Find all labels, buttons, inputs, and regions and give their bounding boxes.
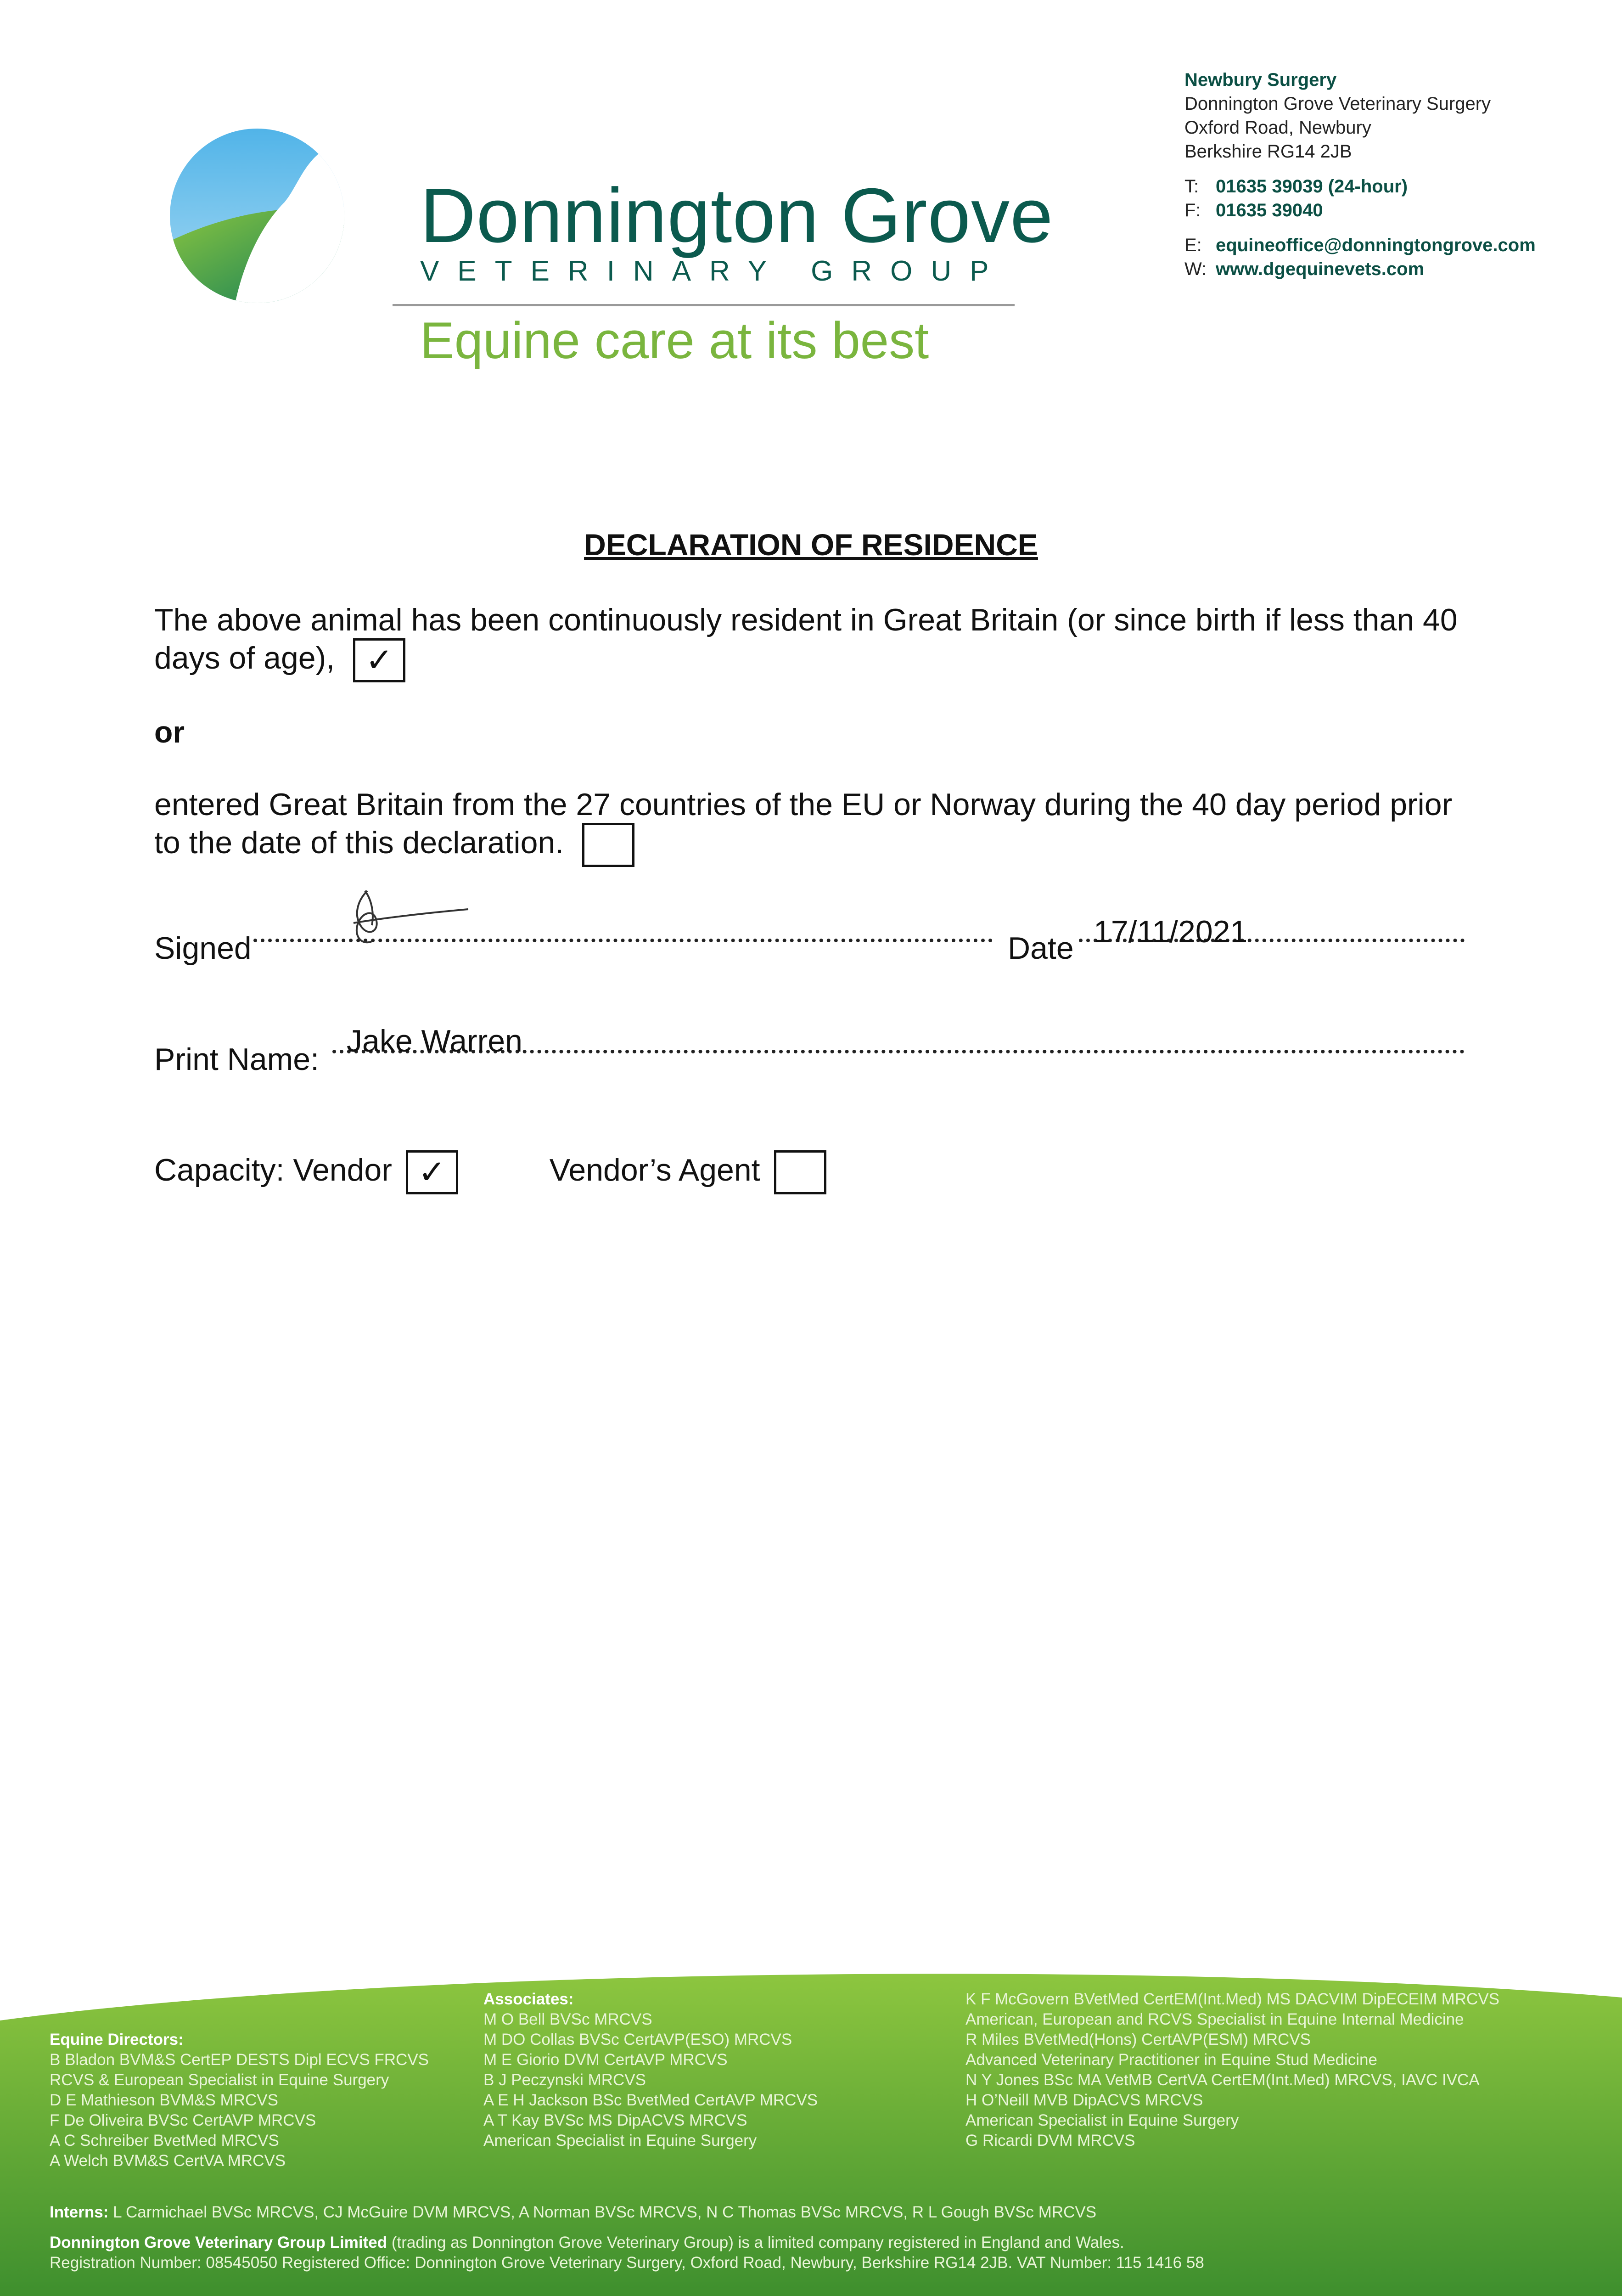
associate-line: M DO Collas BVSc CertAVP(ESO) MRCVS [483,2031,792,2048]
phone-label: T: [1184,176,1199,197]
associate-line: M E Giorio DVM CertAVP MRCVS [483,2051,728,2069]
associates-block [483,1989,818,2151]
director-line: A C Schreiber BvetMed MRCVS [50,2132,279,2150]
tagline: Equine care at its best [420,312,929,369]
associate-line: K F McGovern BVetMed CertEM(Int.Med) MS DACVIM DipECEIM MRCVS [965,1990,1500,2008]
associate-line: G Ricardi DVM MRCVS [965,2132,1135,2150]
associate-line: A E H Jackson BSc BvetMed CertAVP MRCVS [483,2091,818,2109]
vendor-agent-checkbox[interactable] [774,1150,826,1194]
associate-line: American Specialist in Equine Surgery [965,2111,1239,2129]
signed-label: Signed [154,931,252,966]
director-line: B Bladon BVM&S CertEP DESTS Dipl ECVS FRCVS [50,2051,429,2069]
entry-text: entered Great Britain from the 27 countries of the EU or Norway during the 40 day period prior to the date of this declaration. [154,787,1453,860]
associate-line: Advanced Veterinary Practitioner in Equine Stud Medicine [965,2051,1377,2069]
interns-title: Interns: [50,2203,109,2221]
vendor-agent-label: Vendor’s Agent [549,1152,760,1187]
director-line: F De Oliveira BVSc CertAVP MRCVS [50,2111,316,2129]
fax-row [1184,198,1536,222]
entry-checkbox[interactable] [582,823,634,867]
company-text: (trading as Donnington Grove Veterinary Group) is a limited company registered in England and Wales. [391,2234,1124,2251]
associate-line: B J Peczynski MRCVS [483,2071,646,2089]
associate-line: H O’Neill MVB DipACVS MRCVS [965,2091,1203,2109]
fax-number: 01635 39040 [1216,200,1323,220]
resident-checkbox[interactable]: ✓ [353,638,405,682]
email-label: E: [1184,235,1202,255]
interns-names: L Carmichael BVSc MRCVS, CJ McGuire DVM MRCVS, A Norman BVSc MRCVS, N C Thomas BVSc MRCVS, R L Gough BVSc MRCVS [113,2203,1097,2221]
associate-line: American Specialist in Equine Surgery [483,2132,757,2150]
phone-row [1184,174,1536,198]
vendor-checkbox[interactable]: ✓ [406,1150,458,1194]
logo-emblem [165,124,349,308]
address-line: Berkshire RG14 2JB [1184,141,1352,162]
entry-statement [154,786,1486,867]
brand-divider [393,304,1015,306]
date-label: Date [1008,931,1074,966]
associate-line: M O Bell BVSc MRCVS [483,2010,652,2028]
director-line: RCVS & European Specialist in Equine Surgery [50,2071,389,2089]
or-separator: or [154,715,185,749]
address-line: Donnington Grove Veterinary Surgery [1184,94,1491,114]
residence-statement [154,602,1486,682]
associate-line: R Miles BVetMed(Hons) CertAVP(ESM) MRCVS [965,2031,1311,2048]
director-line: A Welch BVM&S CertVA MRCVS [50,2152,286,2170]
brand-name: Donnington Grove [420,172,1054,259]
email-row [1184,233,1536,257]
web-link[interactable]: www.dgequinevets.com [1216,259,1425,279]
print-name-value[interactable]: Jake Warren [347,1024,522,1058]
contact-block [1184,68,1536,281]
web-row [1184,257,1536,281]
registration-line: Registration Number: 08545050 Registered Office: Donnington Grove Veterinary Surgery, Oxford Road, Newbury, Berkshire RG14 2JB. VAT Number: 115 1416 58 [50,2254,1204,2272]
directors-block [50,2030,429,2171]
associate-line: A T Kay BVSc MS DipACVS MRCVS [483,2111,747,2129]
company-name: Donnington Grove Veterinary Group Limited [50,2234,387,2251]
interns-line [50,2202,1096,2223]
surgery-name: Newbury Surgery [1184,70,1337,90]
company-line [50,2233,1124,2253]
fax-label: F: [1184,200,1201,220]
capacity-row [154,1150,826,1194]
web-label: W: [1184,259,1207,279]
associate-line: American, European and RCVS Specialist in Equine Internal Medicine [965,2010,1464,2028]
capacity-vendor-label: Capacity: Vendor [154,1152,392,1187]
phone-number[interactable]: 01635 39039 (24-hour) [1216,176,1408,197]
residence-text: The above animal has been continuously resident in Great Britain (or since birth if less than 40 days of age), [154,602,1458,675]
directors-title: Equine Directors: [50,2031,184,2048]
brand-subtitle: VETERINARY GROUP [420,255,1007,287]
signature-scribble [340,882,473,951]
date-value[interactable]: 17/11/2021 [1094,914,1248,949]
associate-line: N Y Jones BSc MA VetMB CertVA CertEM(Int.Med) MRCVS, IAVC IVCA [965,2071,1480,2089]
associates-title: Associates: [483,1990,574,2008]
email-link[interactable]: equineoffice@donningtongrove.com [1216,235,1536,255]
print-name-label: Print Name: [154,1042,319,1077]
page-title: DECLARATION OF RESIDENCE [584,528,1038,562]
director-line: D E Mathieson BVM&S MRCVS [50,2091,278,2109]
associates-block-2 [965,1989,1499,2151]
address-line: Oxford Road, Newbury [1184,118,1371,138]
